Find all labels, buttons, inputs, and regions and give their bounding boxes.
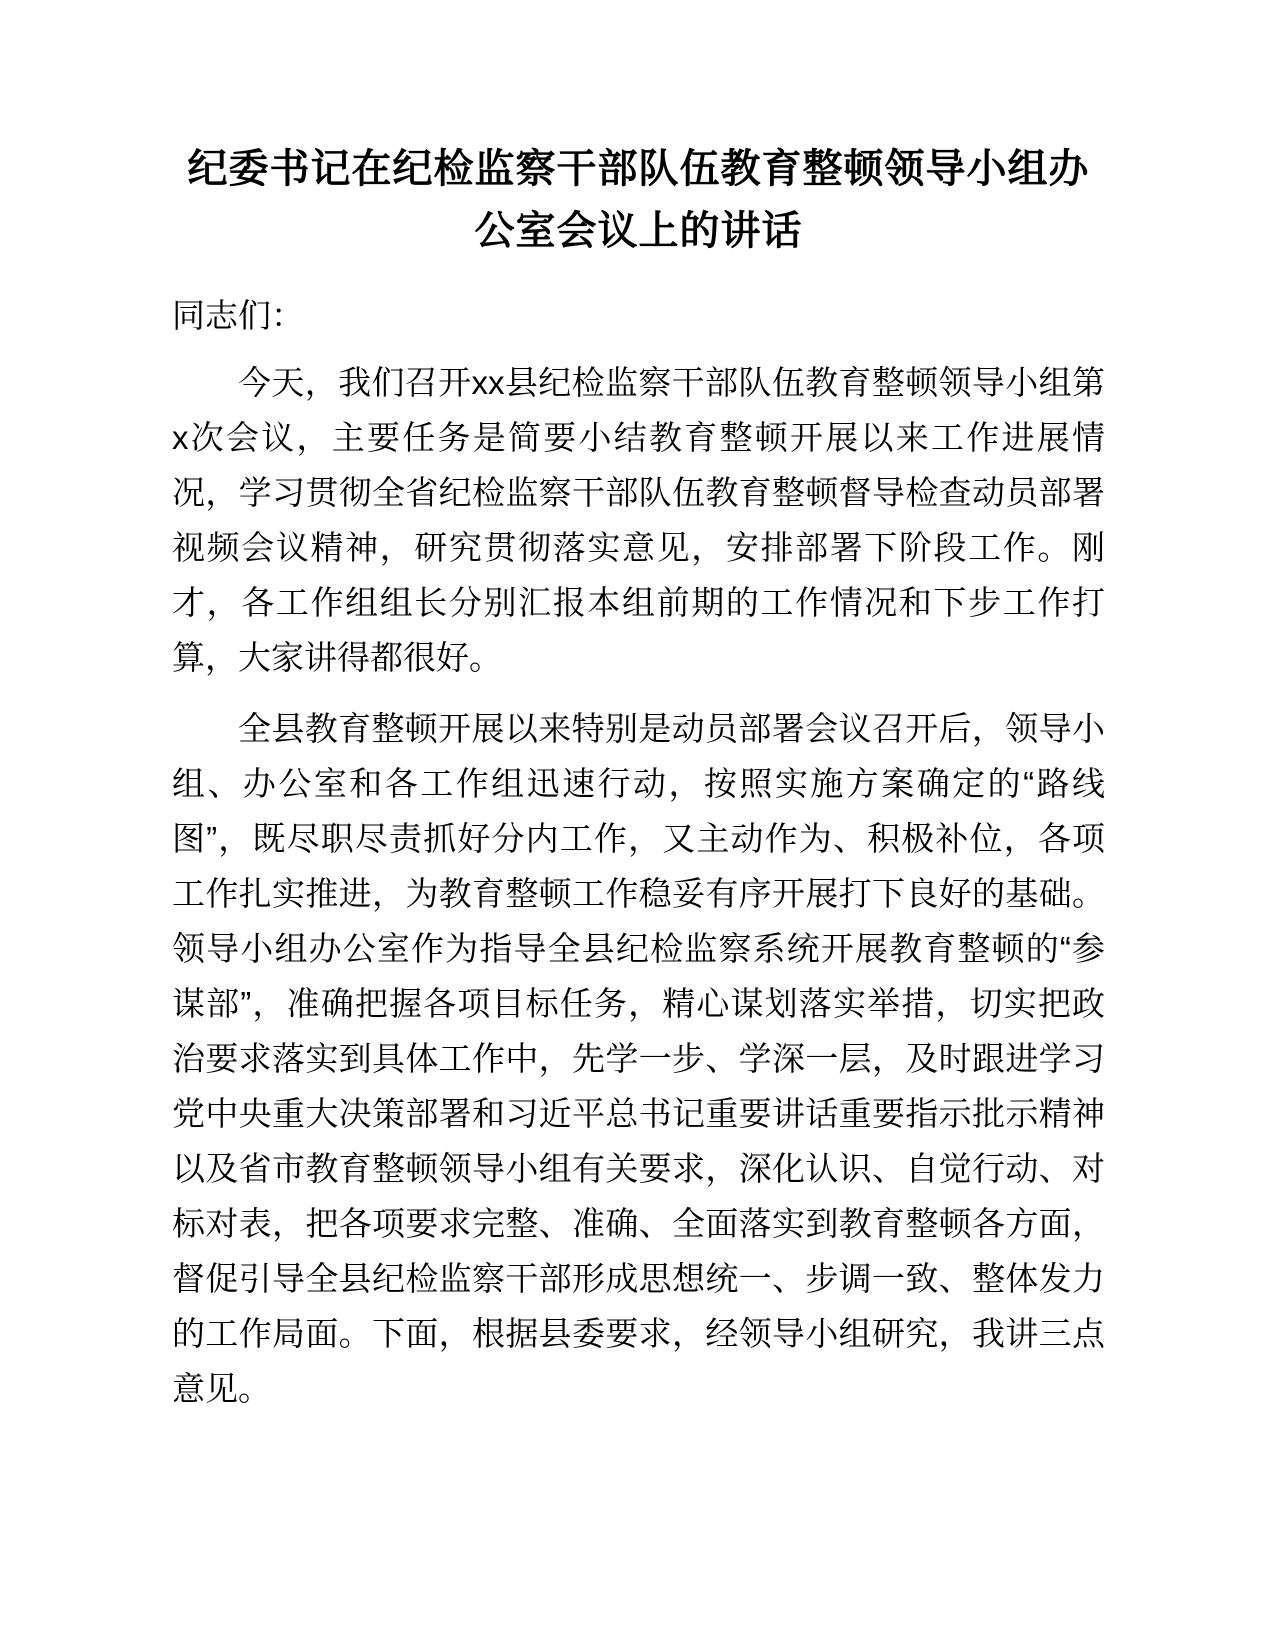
salutation-line: 同志们：	[172, 297, 304, 334]
paragraph-2: 全县教育整顿开展以来特别是动员部署会议召开后，领导小组、办公室和各工作组迅速行动，按照实施方案确定的“路线图”，既尽职尽责抓好分内工作，又主动作为、积极补位，各项工作扎实推进，为教育整顿工作稳妥有序开展打下良好的基础。领导小组办公室作为指导全县纪检监察系统开展教育整顿的“参谋部”，准确把握各项目标任务，精心谋划落实举措，切实把政治要求落实到具体工作中，先学一步、学深一层，及时跟进学习党中央重大决策部署和习近平总书记重要讲话重要指示批示精神以及省市教育整顿领导小组有关要求，深化认识、自觉行动、对标对表，把各项要求完整、准确、全面落实到教育整顿各方面，督促引导全县纪检监察干部形成思想统一、步调一致、整体发力的工作局面。下面，根据县委要求，经领导小组研究，我讲三点意见。	[172, 710, 1105, 1407]
document-body	[172, 288, 1105, 1416]
document-title: 纪委书记在纪检监察干部队伍教育整顿领导小组办公室会议上的讲话	[187, 147, 1090, 253]
paragraph-1: 今天，我们召开xx县纪检监察干部队伍教育整顿领导小组第x次会议，主要任务是简要小结教育整顿开展以来工作进展情况，学习贯彻全省纪检监察干部队伍教育整顿督导检查动员部署视频会议精神，研究贯彻落实意见，安排部署下阶段工作。刚才，各工作组组长分别汇报本组前期的工作情况和下步工作打算，大家讲得都很好。	[172, 364, 1105, 676]
